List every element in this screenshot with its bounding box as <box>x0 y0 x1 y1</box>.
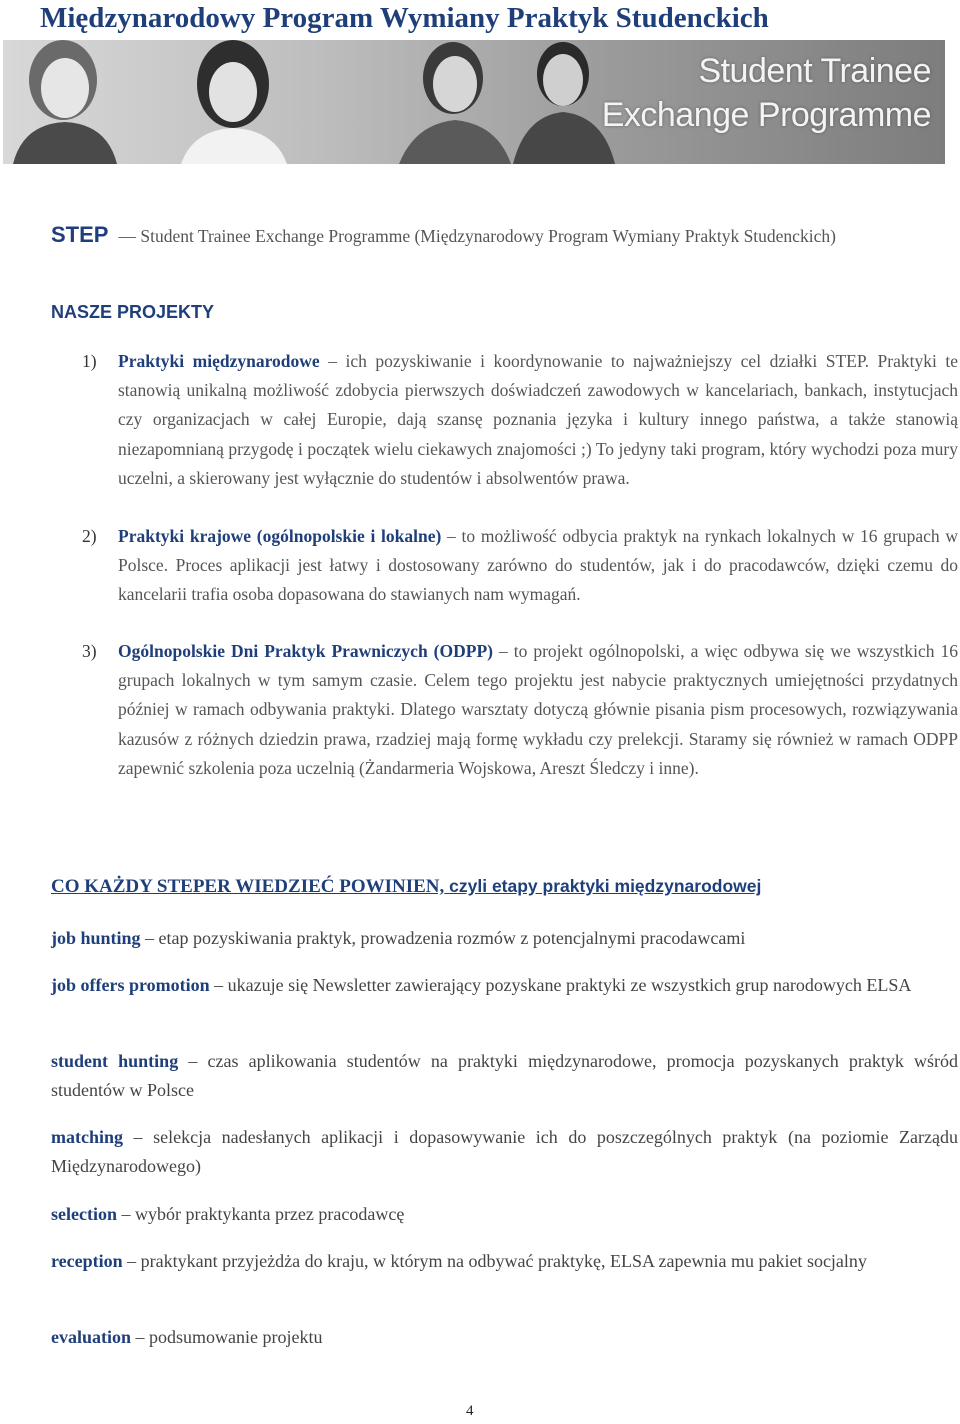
header-banner-photo <box>3 40 945 164</box>
project-item <box>82 347 958 493</box>
stage-term: job offers promotion <box>51 975 210 995</box>
stage-term: student hunting <box>51 1051 179 1071</box>
stages-heading <box>51 876 761 898</box>
project-title: Praktyki międzynarodowe <box>118 351 320 371</box>
intro-text: — Student Trainee Exchange Programme (Międzynarodowy Program Wymiany Praktyk Studenckich) <box>118 226 836 246</box>
project-number: 1) <box>82 351 97 371</box>
page-number: 4 <box>466 1403 474 1419</box>
stage-item <box>51 924 958 953</box>
project-title: Praktyki krajowe (ogólnopolskie i lokalne) <box>118 526 442 546</box>
stage-term: reception <box>51 1251 123 1271</box>
stages-heading-main: CO KAŻDY STEPER WIEDZIEĆ POWINIEN, <box>51 876 445 897</box>
projects-heading: NASZE PROJEKTY <box>51 302 215 322</box>
stage-description: – praktykant przyjeżdża do kraju, w którym na odbywać praktykę, ELSA zapewnia mu pakiet socjalny <box>122 1251 867 1271</box>
stage-item <box>51 1047 958 1105</box>
project-item <box>82 637 958 783</box>
stage-item <box>51 1123 958 1181</box>
banner-line-2: Exchange Programme <box>601 96 931 134</box>
project-description: – to możliwość odbycia praktyk na rynkach lokalnych w 16 grupach w Polsce. Proces aplikacji jest łatwy i dostosowany zarówno do studentów, jak i do pracodawców, dzięki czemu do kancelarii trafia osoba dopasowana do stawianych nam wymagań. <box>118 526 958 605</box>
stage-item <box>51 1247 958 1276</box>
page-title: Międzynarodowy Program Wymiany Praktyk Studenckich <box>40 2 769 34</box>
project-description: – ich pozyskiwanie i koordynowanie to najważniejszy cel działki STEP. Praktyki te stanowią unikalną możliwość zdobycia pierwszych doświadczeń zawodowych w kancelariach, bankach, instytucjach czy organizacjach w całej Europie, dają szansę poznania języka i kultury innego państwa, a także stanowią niezapomnianą przygodę i początek wielu ciekawych znajomości ;) To jedyny taki program, który wychodzi poza mury uczelni, a skierowany jest wyłącznie do studentów i absolwentów prawa. <box>118 351 958 488</box>
project-description: – to projekt ogólnopolski, a więc odbywa się we wszystkich 16 grupach lokalnych w tym samym czasie. Celem tego projektu jest nabycie praktycznych umiejętności przydatnych później w ramach odbywania praktyki. Dlatego warsztaty dotyczą głównie pisania pism procesowych, rozwiązywania kazusów z różnych dziedzin prawa, rzadziej mają formę wykładu czy prelekcji. Staramy się również w ramach ODPP zapewnić szkolenia poza uczelnią (Żandarmeria Wojskowa, Areszt Śledczy i inne). <box>118 641 958 778</box>
stage-term: job hunting <box>51 928 141 948</box>
intro-paragraph <box>51 220 958 251</box>
stage-description: – ukazuje się Newsletter zawierający pozyskane praktyki ze wszystkich grup narodowych ELSA <box>209 975 912 995</box>
stage-description: – podsumowanie projektu <box>131 1327 323 1347</box>
project-title: Ogólnopolskie Dni Praktyk Prawniczych (ODPP) <box>118 641 493 661</box>
stage-item <box>51 971 958 1000</box>
stage-item <box>51 1200 958 1229</box>
stage-term: evaluation <box>51 1327 132 1347</box>
stage-item <box>51 1323 958 1352</box>
project-number: 3) <box>82 641 97 661</box>
stage-description: – czas aplikowania studentów na praktyki międzynarodowe, promocja pozyskanych praktyk wśród studentów w Polsce <box>51 1051 959 1100</box>
stage-term: matching <box>51 1127 123 1147</box>
step-acronym: STEP <box>51 222 109 247</box>
banner-line-1: Student Trainee <box>698 52 931 90</box>
stage-description: – wybór praktykanta przez pracodawcę <box>116 1204 405 1224</box>
stage-description: – selekcja nadesłanych aplikacji i dopasowywanie ich do poszczególnych praktyk (na poziomie Zarządu Międzynarodowego) <box>51 1127 958 1176</box>
stage-term: selection <box>51 1204 117 1224</box>
project-item <box>82 522 958 610</box>
stage-description: – etap pozyskiwania praktyk, prowadzenia rozmów z potencjalnymi pracodawcami <box>140 928 746 948</box>
project-number: 2) <box>82 526 97 546</box>
stages-heading-rest: czyli etapy praktyki międzynarodowej <box>444 876 762 896</box>
